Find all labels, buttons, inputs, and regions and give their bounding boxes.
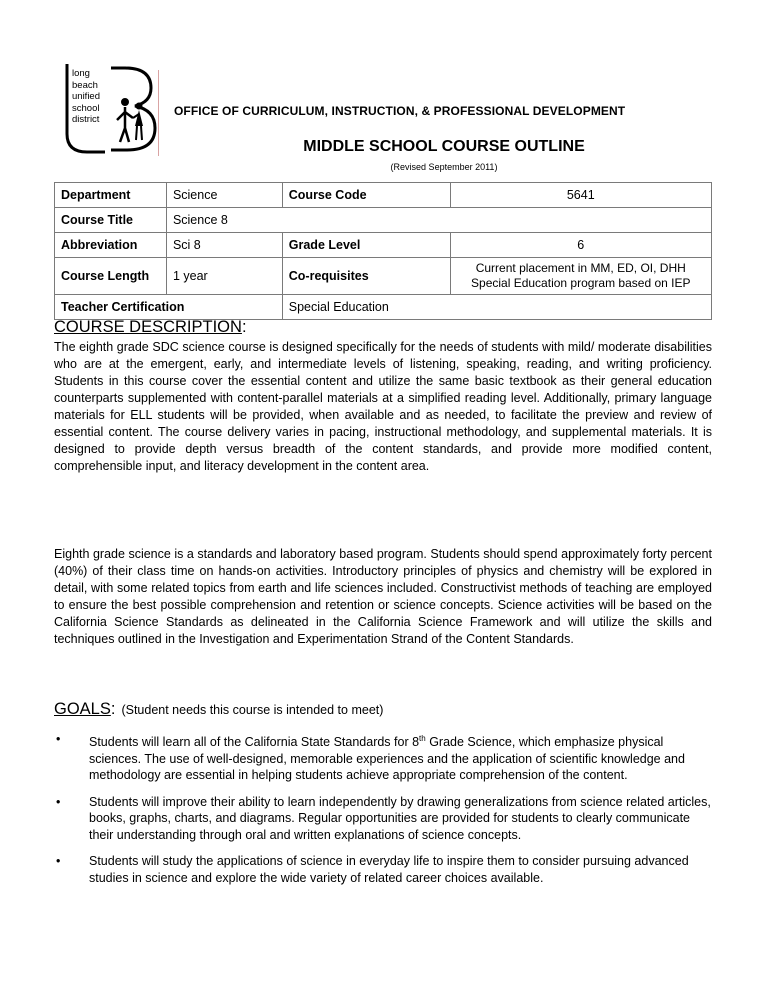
course-info-table	[54, 182, 712, 320]
bullet-icon: •	[56, 854, 61, 869]
course-code-label: Course Code	[282, 183, 450, 208]
list-item	[54, 794, 712, 844]
abbreviation-label: Abbreviation	[55, 233, 167, 258]
coreq-value	[450, 258, 712, 295]
grade-level-label: Grade Level	[282, 233, 450, 258]
logo-line: long	[72, 68, 90, 79]
course-length-label: Course Length	[55, 258, 167, 295]
logo-line: unified	[72, 91, 100, 102]
bullet-icon: •	[56, 732, 61, 746]
table-row	[55, 295, 712, 320]
course-title-value: Science 8	[166, 208, 711, 233]
list-item	[54, 731, 712, 784]
description-paragraph-1: The eighth grade SDC science course is designed specifically for the needs of students with mild/ moderate disabilities who are at the emergent, early, and intermediate levels of listening, speaking, reading, and writing proficiency. Students in this course cover the essential content and utilize the same basic textbook as their general education counterparts supplemented with content-parallel materials at a simplified reading level. Additionally, primary language materials for ELL students will be provided, when available and as needed, to facilitate the preview and review of essential content. The course delivery varies in pacing, instructional methodology, and supplemental materials. It is designed to provide depth versus breadth of the content standards, and provide more modified content, comprehensible input, and literacy development in the content area.	[54, 340, 712, 473]
coreq-label: Co-requisites	[282, 258, 450, 295]
logo-text	[72, 68, 100, 126]
abbreviation-value: Sci 8	[166, 233, 282, 258]
course-code-value: 5641	[450, 183, 712, 208]
logo-line: district	[72, 114, 100, 125]
goal-sup: th	[419, 734, 426, 743]
bullet-icon: •	[56, 794, 61, 809]
list-item	[54, 853, 712, 886]
revised-date: (Revised September 2011)	[390, 162, 498, 172]
goals-list	[54, 731, 712, 896]
heading-colon: :	[241, 318, 247, 336]
goals-heading	[54, 700, 383, 719]
logo-line: school	[72, 102, 100, 114]
goals-note: (Student needs this course is intended to meet)	[121, 703, 384, 717]
table-row	[55, 233, 712, 258]
table-row	[55, 208, 712, 233]
teacher-cert-value: Special Education	[282, 295, 711, 320]
course-description-heading	[54, 318, 247, 337]
department-value: Science	[166, 183, 282, 208]
goal-text: Students will learn all of the California State Standards for 8	[89, 735, 420, 750]
grade-level-value: 6	[450, 233, 712, 258]
goal-text: Grade Science, which emphasize physical sciences. The use of well-designed, memorable experiences and the application of scientific knowledge and methodology are essential in helping students achieve appropriate comprehension of the content.	[89, 735, 685, 783]
table-row	[55, 258, 712, 295]
page-title: MIDDLE SCHOOL COURSE OUTLINE	[303, 138, 585, 155]
course-title-label: Course Title	[55, 208, 167, 233]
table-row	[55, 183, 712, 208]
office-title: OFFICE OF CURRICULUM, INSTRUCTION, & PROFESSIONAL DEVELOPMENT	[174, 104, 626, 118]
heading-colon: :	[110, 700, 116, 718]
heading-text: GOALS	[54, 700, 111, 718]
goal-text: Students will study the applications of science in everyday life to inspire them to consider pursuing advanced studies in science and explore the wide variety of related career choices available.	[89, 854, 689, 885]
logo-line: beach	[72, 79, 98, 91]
department-label: Department	[55, 183, 167, 208]
teacher-cert-label: Teacher Certification	[55, 295, 283, 320]
coreq-line: Current placement in MM, ED, OI, DHH	[475, 261, 686, 275]
coreq-line: Special Education program based on IEP	[471, 276, 691, 290]
course-length-value: 1 year	[166, 258, 282, 295]
description-paragraph-2: Eighth grade science is a standards and laboratory based program. Students should spend approximately forty percent (40%) of their class time on hands-on activities. Introductory principles of physics and chemistry will be explored in detail, with some related topics from earth and life sciences included. Constructivist methods of teaching are employed to ensure the best possible comprehension and retention or science concepts. Science activities will be based on the California Science Standards as delineated in the California Science Framework and will utilize the skills and techniques outlined in the Investigation and Experimentation Strand of the Content Standards.	[54, 547, 712, 646]
heading-text: COURSE DESCRIPTION	[54, 318, 242, 336]
goal-text: Students will improve their ability to learn independently by drawing generalizations from science related articles, books, graphs, charts, and diagrams. Regular opportunities are provided for students to clearly communicate their understanding through oral and written explanations of science concepts.	[89, 794, 711, 842]
